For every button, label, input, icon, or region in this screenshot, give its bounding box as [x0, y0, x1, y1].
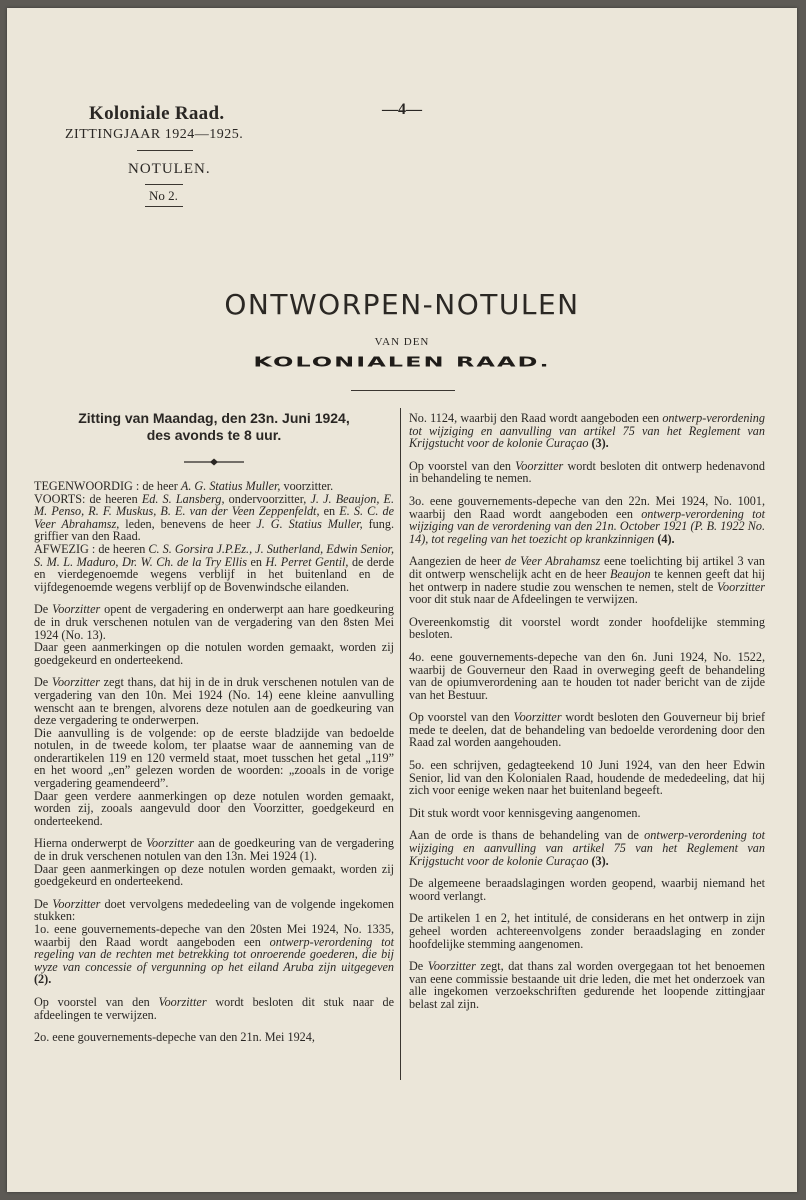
paragraph: Op voorstel van den Voorzitter wordt besloten dit ontwerp hedenavond in behandeling te nemen. [409, 458, 765, 486]
notulen-rule [145, 184, 183, 185]
paragraph: Daar geen aanmerkingen op deze notulen worden gemaakt, worden zij goedgekeurd en onderteekend. [34, 861, 394, 889]
document-page [7, 8, 797, 1192]
notulen-label: NOTULEN. [128, 161, 211, 177]
paragraph: Daar geen verdere aanmerkingen op deze notulen worden gemaakt, worden zij, zooals aangevuld door den Voorzitter, goedgekeurd en onderteekend. [34, 788, 394, 828]
column-divider [400, 408, 401, 1080]
paragraph: Op voorstel van den Voorzitter wordt besloten den Gouverneur bij brief mede te deelen, dat de behandeling van bedoelde verordening door den Raad zal worden aangehouden. [409, 710, 765, 750]
number-rule [145, 206, 183, 207]
left-column [34, 410, 394, 1054]
attendance-absent: AFWEZIG : de heeren C. S. Gorsira J.P.Ez., J. Sutherland, Edwin Senior, S. M. L. Maduro, Dr. W. Ch. de la Try Ellis en H. Perret Gentil, de derde en vierdegenoemde wegens verblijf in het buitenland en de vijfdegenoemde wegens verblijf op de Bovenwindsche eilanden. [34, 541, 394, 594]
paragraph: De algemeene beraadslagingen worden geopend, waarbij niemand het woord verlangt. [409, 876, 765, 903]
main-title: ONTWORPEN-NOTULEN [224, 288, 580, 321]
paragraph: De Voorzitter zegt thans, dat hij in de in druk verschenen notulen van de vergadering van den 10n. Mei 1924 (No. 14) eene kleine aanvulling wenscht aan te brengen, alvorens deze notulen aan de goedkeuring van deze vergadering te onderwerpen. [34, 675, 394, 728]
title-raad: KOLONIALEN RAAD. [253, 354, 551, 370]
header-rule [137, 150, 193, 151]
paragraph: Dit stuk wordt voor kennisgeving aangenomen. [409, 805, 641, 820]
paragraph: Op voorstel van den Voorzitter wordt besloten dit stuk naar de afdeelingen te verwijzen. [34, 994, 394, 1022]
council-name: Koloniale Raad. [89, 103, 225, 124]
paragraph: No. 1124, waarbij den Raad wordt aangeboden een ontwerp-verordening tot wijziging en aanvulling van artikel 75 van het Reglement van Krijgstucht voor de kolonie Curaçao (3). [409, 411, 765, 451]
paragraph: Aangezien de heer de Veer Abrahamsz eene toelichting bij artikel 3 van dit ontwerp wenschelijk acht en de heer Beaujon te kennen geeft dat hij het ontwerp in nadere studie zou wenschen te nemen, stelt de Voorzitter voor dit stuk naar de Afdeelingen te verwijzen. [409, 554, 765, 607]
paragraph: 2o. eene gouvernements-depeche van den 21n. Mei 1924, [34, 1030, 315, 1045]
session-heading: Zitting van Maandag, den 23n. Juni 1924, [78, 410, 350, 426]
session-year: ZITTINGJAAR 1924—1925. [65, 127, 244, 142]
paragraph: De Voorzitter opent de vergadering en onderwerpt aan hare goedkeuring de in druk verschenen notulen van de vergadering van den 8sten Mei 1924 (No. 13). [34, 602, 394, 642]
title-van-den: VAN DEN [374, 336, 430, 348]
paragraph: 1o. eene gouvernements-depeche van den 20sten Mei 1924, No. 1335, waarbij den Raad wordt aangeboden een ontwerp-verordening tot regeling van de rechten met betrekking tot onroerende goederen, die bij wyze van concessie of vergunning op het eiland Aruba zijn uitgegeven (2). [34, 922, 394, 987]
paragraph: 3o. eene gouvernements-depeche van den 22n. Mei 1924, No. 1001, waarbij den Raad wordt aangeboden een ontwerp-verordening tot wijziging van de verordening van den 21n. October 1921 (P. B. 1922 No. 14), tot regeling van het toezicht op krankzinnigen (4). [409, 493, 765, 546]
paragraph: Die aanvulling is de volgende: op de eerste bladzijde van bedoelde notulen, in de tweede kolom, ter plaatse waar de aanneming van de onderartikelen 119 en 120 vermeld staat, moet tusschen het getal „119” en het woord „en” gelezen worden de woorden: „zooals in de vorige vergadering geamendeerd”. [34, 725, 394, 791]
paragraph: De artikelen 1 en 2, het intitulé, de considerans en het ontwerp in zijn geheel worden achtereenvolgens zonder beraadslaging en zonder hoofdelijke stemming aangenomen. [409, 911, 765, 951]
ornament-divider-icon [184, 458, 244, 466]
paragraph: De Voorzitter doet vervolgens mededeeling van de volgende ingekomen stukken: [34, 896, 394, 924]
paragraph: 4o. eene gouvernements-depeche van den 6n. Juni 1924, No. 1522, waarbij de Gouverneur den Raad in overweging geeft de behandeling van de opiumverordening aan te houden tot nader bericht van de zijde van het Bestuur. [409, 649, 765, 702]
paragraph: Daar geen aanmerkingen op die notulen worden gemaakt, worden zij goedgekeurd en onderteekend. [34, 640, 394, 667]
title-rule [351, 390, 455, 391]
attendance-others: VOORTS: de heeren Ed. S. Lansberg, ondervoorzitter, J. J. Beaujon, E. M. Penso, R. F. Muskus, B. E. van der Veen Zeppenfeldt, en E. S. C. de Veer Abrahamsz, leden, benevens de heer J. G. Statius Muller, fung. griffier van den Raad. [34, 491, 395, 544]
paragraph: Hierna onderwerpt de Voorzitter aan de goedkeuring van de vergadering de in druk verschenen notulen van den 13n. Mei 1924 (1). [34, 836, 394, 864]
session-heading-time: des avonds te 8 uur. [146, 427, 282, 443]
paragraph: Overeenkomstig dit voorstel wordt zonder hoofdelijke stemming besloten. [409, 614, 765, 642]
issue-number: No 2. [149, 188, 178, 203]
paragraph: De Voorzitter zegt, dat thans zal worden overgegaan tot het benoemen van eene commissie bestaande uit drie leden, die met het onderzoek van alle ingekomen verzoekschriften gedurende het loopende zittingjaar belast zal zijn. [409, 959, 765, 1011]
attendance-present: TEGENWOORDIG : de heer A. G. Statius Muller, voorzitter. [34, 479, 334, 493]
paragraph: 5o. een schrijven, gedagteekend 10 Juni 1924, van den heer Edwin Senior, lid van den Kolonialen Raad, houdende de mededeeling, dat hij zich voor eenige weken naar het buitenland begeeft. [409, 758, 765, 798]
right-column [409, 412, 765, 1021]
page-number: —4— [382, 101, 422, 118]
paragraph: Aan de orde is thans de behandeling van de ontwerp-verordening tot wijziging en aanvulling van artikel 75 van het Reglement van Krijgstucht voor de kolonie Curaçao (3). [409, 828, 765, 868]
